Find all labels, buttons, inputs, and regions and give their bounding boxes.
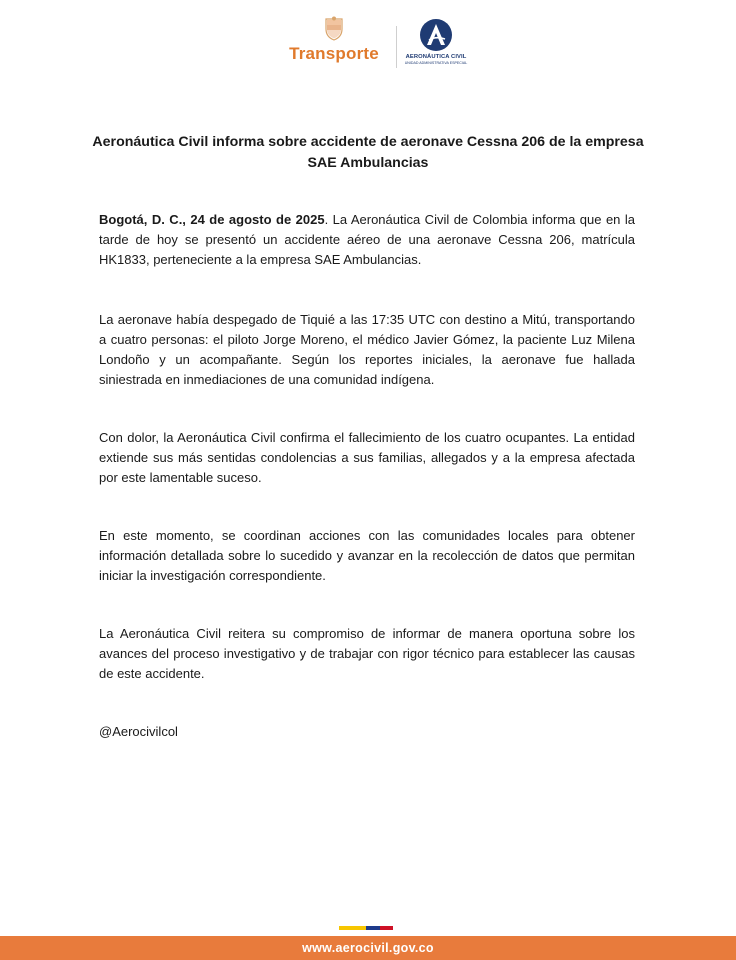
flag-red-stripe — [380, 926, 393, 930]
flag-blue-stripe — [366, 926, 380, 930]
paragraph-4: En este momento, se coordinan acciones con las comunidades locales para obtener información detallada sobre lo sucedido y avanzar en la recolección de datos que permitan iniciar la investigación correspondiente. — [99, 528, 635, 583]
coat-of-arms-icon — [322, 16, 346, 42]
paragraph-2: La aeronave había despegado de Tiquié a las 17:35 UTC con destino a Mitú, transportando a cuatro personas: el piloto Jorge Moreno, el médico Javier Gómez, la paciente Luz Milena Londoño y un acompañante. Según los reportes iniciales, la aeronave fue hallada siniestrada en inmediaciones de una comunidad indígena. — [99, 312, 635, 387]
social-handle: @Aerocivilcol — [99, 724, 178, 739]
aerocivil-logo — [404, 18, 468, 72]
colombia-flag-stripe — [339, 926, 393, 930]
ministry-transporte-logo — [282, 16, 386, 72]
transporte-wordmark: Transporte — [289, 44, 379, 63]
flag-yellow-stripe — [339, 926, 366, 930]
footer-bar — [0, 936, 736, 960]
aerocivil-logo-name: AERONÁUTICA CIVIL — [405, 54, 467, 60]
dateline: Bogotá, D. C., 24 de agosto de 2025 — [99, 212, 325, 227]
footer-url[interactable]: www.aerocivil.gov.co — [302, 941, 434, 955]
document-title: Aeronáutica Civil informa sobre accidente de aeronave Cessna 206 de la empresa SAE Ambulancias — [92, 134, 644, 171]
paragraph-1-text: . La Aeronáutica Civil de Colombia informa que en la tarde de hoy se presentó un accidente aéreo de una aeronave Cessna 206, matrícula HK1833, perteneciente a la empresa SAE Ambulancias. — [99, 212, 635, 267]
logo-divider — [396, 26, 397, 68]
aerocivil-logo-subtitle: UNIDAD ADMINISTRATIVA ESPECIAL — [404, 61, 468, 65]
paragraph-5: La Aeronáutica Civil reitera su compromiso de informar de manera oportuna sobre los avances del proceso investigativo y de trabajar con rigor técnico para establecer las causas de este accidente. — [99, 626, 635, 681]
paragraph-1 — [99, 210, 635, 270]
aerocivil-emblem-icon — [419, 18, 453, 52]
document-body — [99, 210, 635, 742]
paragraph-3: Con dolor, la Aeronáutica Civil confirma el fallecimiento de los cuatro ocupantes. La entidad extiende sus más sentidas condolencias a sus familias, allegados y a la empresa afectada por este lamentable suceso. — [99, 430, 635, 485]
